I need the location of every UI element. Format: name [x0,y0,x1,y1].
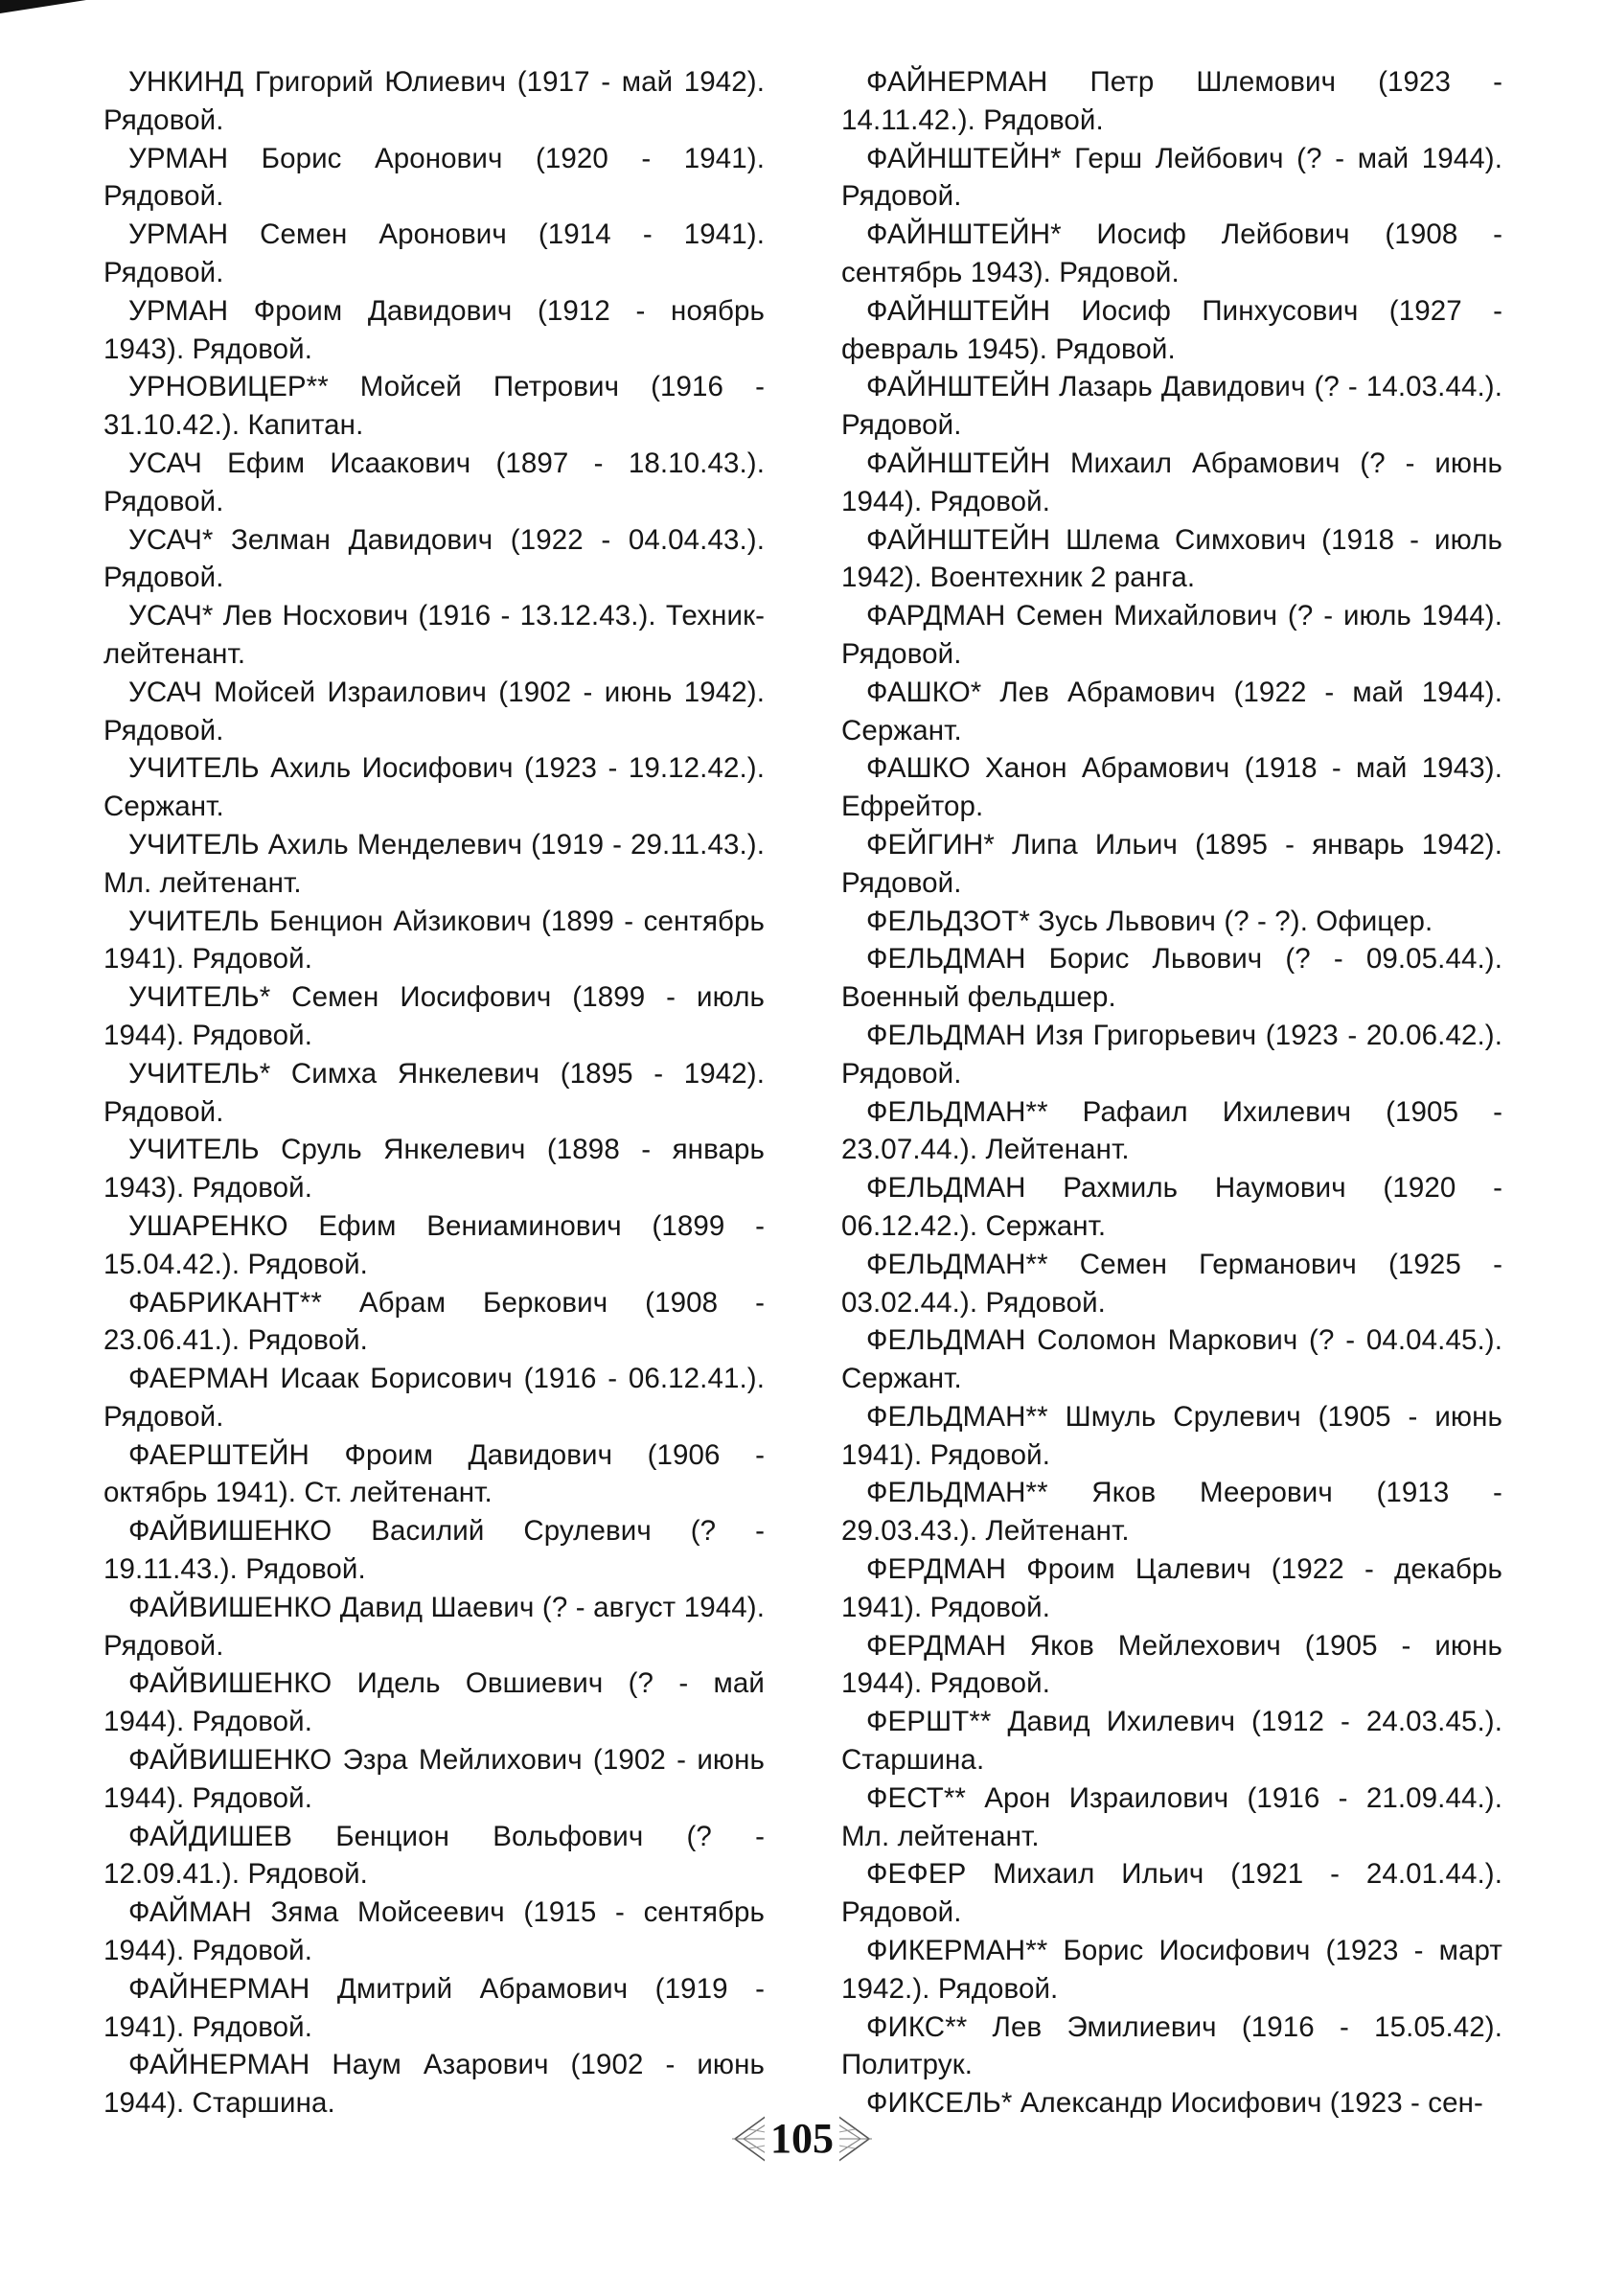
register-entry: ФАЙДИШЕВ Бенцион Вольфович (? - 12.09.41.). Рядовой. [103,1820,765,1891]
register-entry: УСАЧ Ефим Исаакович (1897 - 18.10.43.). Рядовой. [103,447,765,517]
left-column [103,63,765,2123]
register-entry: ФАЙНШТЕЙН Иосиф Пинхусович (1927 - февраль 1945). Рядовой. [841,294,1502,365]
register-entry: ФЕЛЬДМАН Борис Львович (? - 09.05.44.). Военный фельдшер. [841,943,1502,1014]
register-entry: УЧИТЕЛЬ Бенцион Айзикович (1899 - сентябрь 1941). Рядовой. [103,905,765,976]
page-number-ornament [730,2108,874,2170]
register-entry: ФАЙВИШЕНКО Идель Овшиевич (? - май 1944). Рядовой. [103,1667,765,1738]
register-entry: ФИКЕРМАН** Борис Иосифович (1923 - март 1942.). Рядовой. [841,1935,1502,2005]
register-entry: ФАШКО Ханон Абрамович (1918 - май 1943). Ефрейтор. [841,752,1502,823]
register-entry: УЧИТЕЛЬ Ахиль Менделевич (1919 - 29.11.43.). Мл. лейтенант. [103,828,765,899]
register-entry: ФЕЙГИН* Липа Ильич (1895 - январь 1942). Рядовой. [841,828,1502,899]
register-entry: ФАРДМАН Семен Михайлович (? - июль 1944). Рядовой. [841,600,1502,670]
register-entry: УСАЧ* Зелман Давидович (1922 - 04.04.43.). Рядовой. [103,523,765,594]
register-entry: УРМАН Семен Аронович (1914 - 1941). Рядовой. [103,218,765,288]
register-entry: ФИКСЕЛЬ* Александр Иосифович (1923 - сен- [866,2087,1483,2120]
register-entry: ФАЙНШТЕЙН Михаил Абрамович (? - июнь 1944). Рядовой. [841,447,1502,517]
register-entry: ФЕРШТ** Давид Ихилевич (1912 - 24.03.45.). Старшина. [841,1706,1502,1777]
register-entry: ФАЙНШТЕЙН* Иосиф Лейбович (1908 - сентябрь 1943). Рядовой. [841,218,1502,288]
register-entry: ФАБРИКАНТ** Абрам Беркович (1908 - 23.06.41.). Рядовой. [103,1286,765,1357]
register-entry: УЧИТЕЛЬ* Симха Янкелевич (1895 - 1942). Рядовой. [103,1057,765,1128]
register-entry: ФАЕРМАН Исаак Борисович (1916 - 06.12.41.). Рядовой. [103,1363,765,1433]
register-entry: УЧИТЕЛЬ Сруль Янкелевич (1898 - январь 1943). Рядовой. [103,1134,765,1205]
register-entry: УЧИТЕЛЬ Ахиль Иосифович (1923 - 19.12.42.). Сержант. [103,752,765,823]
register-entry: УЧИТЕЛЬ* Семен Иосифович (1899 - июль 1944). Рядовой. [103,981,765,1051]
register-entry: ФЕЛЬДМАН** Семен Германович (1925 - 03.02.44.). Рядовой. [841,1248,1502,1319]
register-entry: ФАЙВИШЕНКО Василий Срулевич (? - 19.11.43.). Рядовой. [103,1515,765,1586]
register-entry: ФЕЛЬДМАН** Яков Меерович (1913 - 29.03.43.). Лейтенант. [841,1477,1502,1548]
register-entry: УРНОВИЦЕР** Мойсей Петрович (1916 - 31.10.42.). Капитан. [103,371,765,442]
register-entry: ФАЙНЕРМАН Наум Азарович (1902 - июнь 1944). Старшина. [103,2049,765,2120]
page-number: 105 [765,2114,839,2164]
register-entry: ФЕЛЬДМАН Изя Григорьевич (1923 - 20.06.42.). Рядовой. [841,1019,1502,1090]
corner-mark [0,0,86,13]
register-entry: ФИКС** Лев Эмилиевич (1916 - 15.05.42). Политрук. [841,2010,1502,2081]
register-entry: ФЕЛЬДМАН** Рафаил Ихилевич (1905 - 23.07.44.). Лейтенант. [841,1095,1502,1166]
register-entry: УСАЧ Мойсей Израилович (1902 - июнь 1942). Рядовой. [103,676,765,746]
register-entry: ФАЙВИШЕНКО Эзра Мейлихович (1902 - июнь 1944). Рядовой. [103,1744,765,1814]
register-entry: ФЕЛЬДМАН** Шмуль Срулевич (1905 - июнь 1941). Рядовой. [841,1400,1502,1471]
register-entry: ФЕЛЬДЗОТ* Зусь Львович (? - ?). Офицер. [866,905,1433,937]
register-entry: ФЕЛЬДМАН Рахмиль Наумович (1920 - 06.12.42.). Сержант. [841,1172,1502,1242]
register-entry: УСАЧ* Лев Носхович (1916 - 13.12.43.). Техник-лейтенант. [103,600,765,670]
register-entry: ФАЙВИШЕНКО Давид Шаевич (? - август 1944). Рядовой. [103,1591,765,1662]
register-entry: ФАЙНШТЕЙН Лазарь Давидович (? - 14.03.44.). Рядовой. [841,371,1502,442]
register-entry: ФАШКО* Лев Абрамович (1922 - май 1944). Сержант. [841,676,1502,746]
register-entry: ФАЙНШТЕЙН* Герш Лейбович (? - май 1944). Рядовой. [841,142,1502,213]
register-entry: УШАРЕНКО Ефим Вениаминович (1899 - 15.04.42.). Рядовой. [103,1209,765,1280]
register-entry: ФАЕРШТЕЙН Фроим Давидович (1906 - октябрь 1941). Ст. лейтенант. [103,1438,765,1509]
register-entry: УРМАН Фроим Давидович (1912 - ноябрь 1943). Рядовой. [103,294,765,365]
register-entry: ФАЙМАН Зяма Мойсеевич (1915 - сентябрь 1944). Рядовой. [103,1896,765,1967]
register-entry: ФЕРДМАН Яков Мейлехович (1905 - июнь 1944). Рядовой. [841,1629,1502,1700]
register-entry: ФЕФЕР Михаил Ильич (1921 - 24.01.44.). Рядовой. [841,1858,1502,1929]
register-entry: ФЕСТ** Арон Израилович (1916 - 21.09.44.). Мл. лейтенант. [841,1781,1502,1852]
register-entry: ФЕЛЬДМАН Соломон Маркович (? - 04.04.45.). Сержант. [841,1324,1502,1395]
right-column [841,63,1502,2123]
register-entry: УНКИНД Григорий Юлиевич (1917 - май 1942). Рядовой. [103,66,765,136]
register-entry: ФЕРДМАН Фроим Цалевич (1922 - декабрь 1941). Рядовой. [841,1553,1502,1623]
register-entry: ФАЙНШТЕЙН Шлема Симхович (1918 - июль 1942). Воентехник 2 ранга. [841,523,1502,594]
register-entry: ФАЙНЕРМАН Дмитрий Абрамович (1919 - 1941). Рядовой. [103,1972,765,2043]
register-entry: ФАЙНЕРМАН Петр Шлемович (1923 - 14.11.42.). Рядовой. [841,66,1502,136]
register-entry: УРМАН Борис Аронович (1920 - 1941). Рядовой. [103,142,765,213]
